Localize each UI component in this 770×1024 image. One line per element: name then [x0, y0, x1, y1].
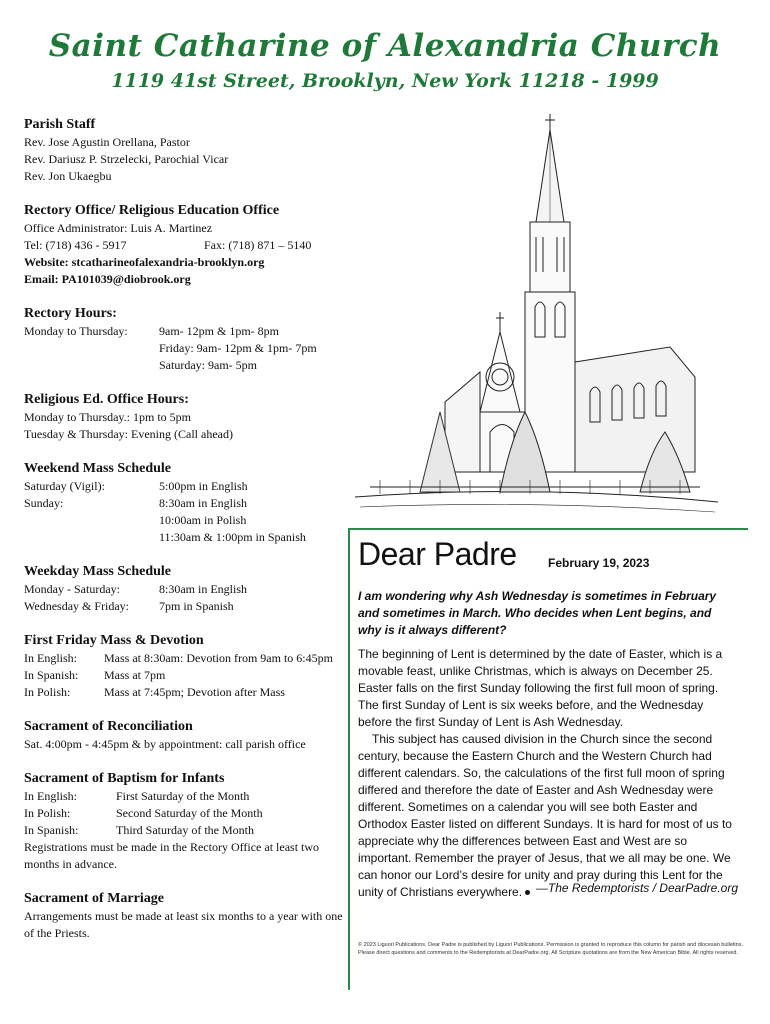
- answer-paragraph: [358, 731, 736, 901]
- marriage-section: [24, 890, 344, 942]
- baptism-note: Registrations must be made in the Rectory Office at least two months in advance.: [24, 840, 320, 871]
- section-heading: Rectory Hours:: [24, 306, 117, 321]
- section-heading: First Friday Mass & Devotion: [24, 633, 204, 648]
- dear-padre-date: February 19, 2023: [548, 556, 650, 570]
- marriage-text: Arrangements must be made at least six months to a year with one of the Priests.: [24, 909, 343, 940]
- baptism-schedule: Second Saturday of the Month: [116, 806, 263, 820]
- devotion-row: [24, 684, 344, 701]
- devotion-language: In Spanish:: [24, 668, 79, 682]
- weekday-mass-section: [24, 563, 344, 615]
- hours-line: Monday to Thursday.: 1pm to 5pm: [24, 410, 191, 424]
- baptism-section: [24, 770, 344, 873]
- devotion-time: Mass at 7pm: [104, 668, 166, 682]
- staff-line: Rev. Jose Agustin Orellana, Pastor: [24, 135, 190, 149]
- dear-padre-question: I am wondering why Ash Wednesday is sometimes in February and sometimes in March. Who decides when Lent begins, and why is it always different?: [358, 589, 717, 637]
- section-heading: Weekday Mass Schedule: [24, 564, 172, 579]
- hours-row: [24, 323, 344, 340]
- mass-time: 7pm in Spanish: [159, 599, 234, 613]
- reconciliation-section: [24, 718, 344, 753]
- section-heading: Rectory Office/ Religious Education Office: [24, 203, 280, 218]
- mass-time: 10:00am in Polish: [159, 513, 247, 527]
- dear-padre-signature: —The Redemptorists / DearPadre.org: [535, 881, 738, 895]
- hours-value: 9am- 12pm & 1pm- 8pm: [159, 324, 279, 338]
- hours-value: Friday: 9am- 12pm & 1pm- 7pm: [159, 341, 317, 355]
- dear-padre-answer: [358, 646, 736, 901]
- reconciliation-text: Sat. 4:00pm - 4:45pm & by appointment: call parish office: [24, 737, 306, 751]
- rectory-office-section: [24, 202, 344, 288]
- hours-line: Tuesday & Thursday: Evening (Call ahead): [24, 427, 233, 441]
- section-heading: Religious Ed. Office Hours:: [24, 392, 189, 407]
- mass-time: 8:30am in English: [159, 496, 247, 510]
- answer-paragraph: The beginning of Lent is determined by the date of Easter, which is a movable feast, unlike Christmas, which is always on December 25. Easter falls on the first Sunday following the first full moon of spring. The first Sunday of Lent is six weeks before, and the Wednesday before the first Sunday of Lent is Ash Wednesday.: [358, 647, 723, 729]
- baptism-schedule: Third Saturday of the Month: [116, 823, 254, 837]
- baptism-row: [24, 822, 344, 839]
- staff-line: Rev. Jon Ukaegbu: [24, 169, 112, 183]
- section-heading: Sacrament of Marriage: [24, 891, 164, 906]
- website-text: Website: stcatharineofalexandria-brooklyn.org: [24, 255, 265, 269]
- mass-day: Wednesday & Friday:: [24, 599, 130, 613]
- phone-fax-row: [24, 237, 344, 254]
- answer-paragraph-text: This subject has caused division in the Church since the second century, because the Eastern Church and the Western Church had different calendars. So, the calculations of the first full moon of spring differed and therefore the date of Easter and Ash Wednesday were different. Sometimes on a calendar you will see both Easter and Orthodox Easter listed on different Sundays. It is hard for most of us to appreciate why the differences between East and West are so important. Remember the prayer of Jesus, that we all may be one. We can honor our Lord’s desire for unity and pray during this Lent for the unity of Christians everywhere.: [358, 732, 732, 899]
- mass-row: [24, 478, 344, 495]
- first-friday-section: [24, 632, 344, 701]
- baptism-schedule: First Saturday of the Month: [116, 789, 250, 803]
- church-title: Saint Catharine of Alexandria Church: [48, 28, 722, 64]
- church-illustration: [350, 112, 720, 532]
- mass-time: 8:30am in English: [159, 582, 247, 596]
- parish-info-column: [24, 116, 344, 959]
- dear-padre-title: Dear Padre: [358, 536, 517, 572]
- devotion-time: Mass at 7:45pm; Devotion after Mass: [104, 685, 285, 699]
- devotion-language: In Polish:: [24, 685, 71, 699]
- section-heading: Sacrament of Reconciliation: [24, 719, 193, 734]
- devotion-time: Mass at 8:30am: Devotion from 9am to 6:45pm: [104, 651, 333, 665]
- section-heading: Parish Staff: [24, 117, 96, 132]
- baptism-language: In Polish:: [24, 806, 71, 820]
- baptism-language: In English:: [24, 789, 77, 803]
- parish-staff-section: [24, 116, 344, 185]
- mass-time: 11:30am & 1:00pm in Spanish: [159, 530, 306, 544]
- devotion-language: In English:: [24, 651, 77, 665]
- religious-ed-hours-section: [24, 391, 344, 443]
- mass-row: [24, 598, 344, 615]
- rectory-hours-section: [24, 305, 344, 374]
- hours-value: Saturday: 9am- 5pm: [159, 358, 257, 372]
- devotion-row: [24, 667, 344, 684]
- weekend-mass-section: [24, 460, 344, 546]
- end-bullet-icon: [525, 890, 530, 895]
- dear-padre-fine-print: © 2023 Liguori Publications. Dear Padre is published by Liguori Publications. Permission is granted to reproduce this column for parish and diocesan bulletins. Please direct questions and comments to the Redemptorists at DearPadre.org. All Scripture quotations are from the New American Bible. All rights reserved.: [358, 942, 743, 956]
- mass-row: [24, 581, 344, 598]
- dear-padre-box: [348, 528, 748, 990]
- section-heading: Sacrament of Baptism for Infants: [24, 771, 225, 786]
- baptism-language: In Spanish:: [24, 823, 79, 837]
- office-administrator: Office Administrator: Luis A. Martinez: [24, 221, 213, 235]
- church-address: 1119 41st Street, Brooklyn, New York 11218 - 1999: [111, 70, 659, 92]
- mass-day: Sunday:: [24, 496, 64, 510]
- email-text: Email: PA101039@diobrook.org: [24, 272, 191, 286]
- fax-number: Fax: (718) 871 – 5140: [204, 238, 312, 252]
- staff-line: Rev. Dariusz P. Strzelecki, Parochial Vicar: [24, 152, 229, 166]
- mass-day: Saturday (Vigil):: [24, 479, 105, 493]
- mass-day: Monday - Saturday:: [24, 582, 120, 596]
- baptism-row: [24, 805, 344, 822]
- mass-time: 5:00pm in English: [159, 479, 248, 493]
- devotion-row: [24, 650, 344, 667]
- phone-number: Tel: (718) 436 - 5917: [24, 238, 127, 252]
- section-heading: Weekend Mass Schedule: [24, 461, 172, 476]
- hours-days: Monday to Thursday:: [24, 324, 128, 338]
- mass-row: [24, 495, 344, 512]
- baptism-row: [24, 788, 344, 805]
